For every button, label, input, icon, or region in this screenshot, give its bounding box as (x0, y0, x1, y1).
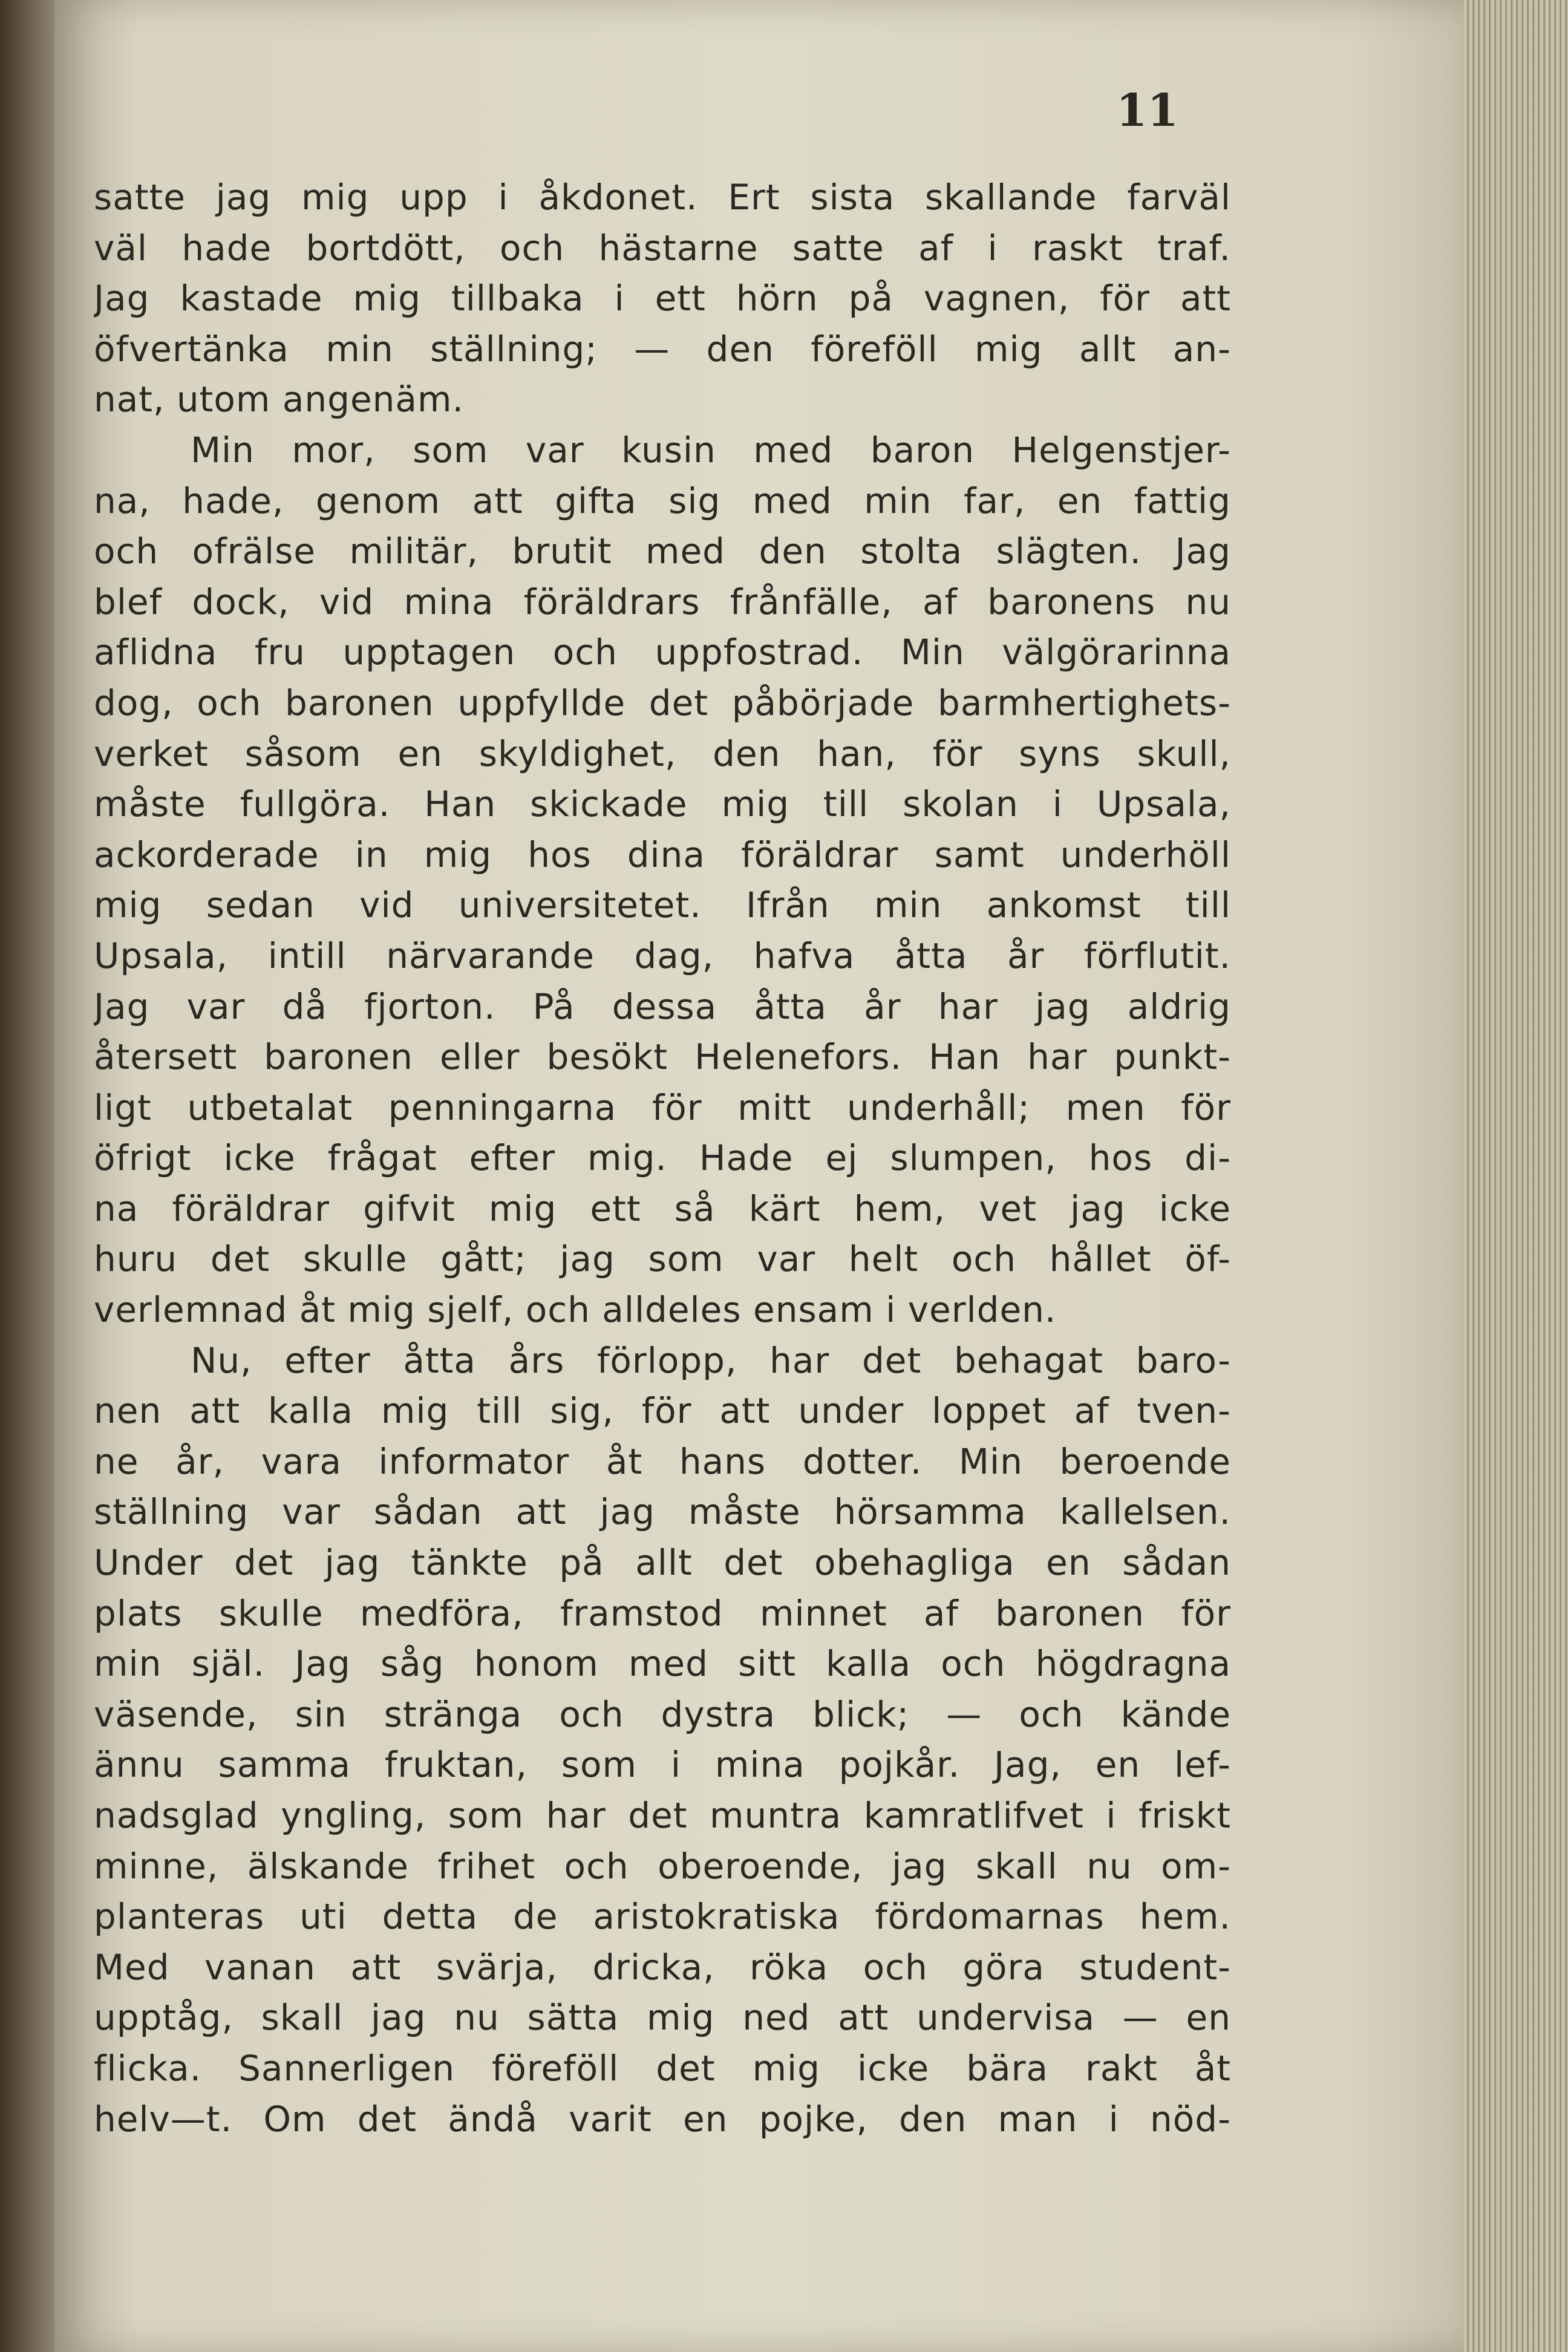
text-line: ännu samma fruktan, som i mina pojkår. Jag, en lef- (94, 1744, 1231, 1786)
text-line: aflidna fru upptagen och uppfostrad. Min välgörarinna (94, 632, 1231, 673)
text-line: na föräldrar gifvit mig ett så kärt hem, vet jag icke (94, 1187, 1231, 1229)
text-line: Jag kastade mig tillbaka i ett hörn på vagnen, för att (94, 278, 1231, 319)
text-line: och ofrälse militär, brutit med den stolta slägten. Jag (94, 531, 1231, 572)
text-line: huru det skulle gått; jag som var helt och hållet öf- (94, 1238, 1231, 1280)
page-edges-right (1464, 0, 1568, 2352)
text-line: nen att kalla mig till sig, för att under loppet af tven- (94, 1390, 1231, 1432)
text-line: min själ. Jag såg honom med sitt kalla och högdragna (94, 1643, 1231, 1685)
text-line: måste fullgöra. Han skickade mig till skolan i Upsala, (94, 783, 1231, 825)
text-line: plats skulle medföra, framstod minnet af baronen för (94, 1592, 1231, 1634)
text-line: Nu, efter åtta års förlopp, har det behagat baro- (191, 1339, 1231, 1381)
text-line: mig sedan vid universitetet. Ifrån min ankomst till (94, 884, 1231, 926)
text-line: dog, och baronen uppfyllde det påbörjade barmhertighets- (94, 682, 1231, 724)
text-line: na, hade, genom att gifta sig med min far, en fattig (94, 480, 1231, 521)
text-line: satte jag mig upp i åkdonet. Ert sista skallande farväl (94, 177, 1231, 218)
text-line: Upsala, intill närvarande dag, hafva åtta år förflutit. (94, 935, 1231, 976)
text-line: ackorderade in mig hos dina föräldrar samt underhöll (94, 834, 1231, 875)
text-line: Min mor, som var kusin med baron Helgenstjer- (191, 429, 1231, 471)
text-line: ne år, vara informator åt hans dotter. Min beroende (94, 1440, 1231, 1482)
text-line: väl hade bortdött, och hästarne satte af i raskt traf. (94, 227, 1231, 269)
text-line: verket såsom en skyldighet, den han, för syns skull, (94, 733, 1231, 774)
text-line: öfrigt icke frågat efter mig. Hade ej slumpen, hos di- (94, 1137, 1231, 1179)
text-line: ligt utbetalat penningarna för mitt underhåll; men för (94, 1086, 1231, 1128)
text-line: planteras uti detta de aristokratiska fördomarnas hem. (94, 1896, 1231, 1938)
text-line: verlemnad åt mig sjelf, och alldeles ensam i verlden. (94, 1289, 1057, 1331)
text-line: nat, utom angenäm. (94, 379, 464, 420)
page-number: 11 (1116, 85, 1178, 137)
text-line: ställning var sådan att jag måste hörsamma kallelsen. (94, 1491, 1231, 1533)
text-line: öfvertänka min ställning; — den föreföll mig allt an- (94, 328, 1231, 370)
text-line: blef dock, vid mina föräldrars frånfälle, af baronens nu (94, 581, 1231, 622)
text-line: upptåg, skall jag nu sätta mig ned att undervisa — en (94, 1997, 1231, 2039)
text-line: helv—t. Om det ändå varit en pojke, den man i nöd- (94, 2098, 1231, 2140)
text-line: minne, älskande frihet och oberoende, jag skall nu om- (94, 1845, 1231, 1887)
text-line: återsett baronen eller besökt Helenefors. Han har punkt- (94, 1036, 1231, 1078)
text-line: nadsglad yngling, som har det muntra kamratlifvet i friskt (94, 1795, 1231, 1836)
text-line: Med vanan att svärja, dricka, röka och göra student- (94, 1946, 1231, 1988)
body-text (94, 172, 1231, 2145)
text-line: väsende, sin stränga och dystra blick; — och kände (94, 1693, 1231, 1735)
text-line: Under det jag tänkte på allt det obehagliga en sådan (94, 1542, 1231, 1584)
text-line: Jag var då fjorton. På dessa åtta år har jag aldrig (94, 985, 1231, 1027)
text-line: flicka. Sannerligen föreföll det mig icke bära rakt åt (94, 2047, 1231, 2089)
